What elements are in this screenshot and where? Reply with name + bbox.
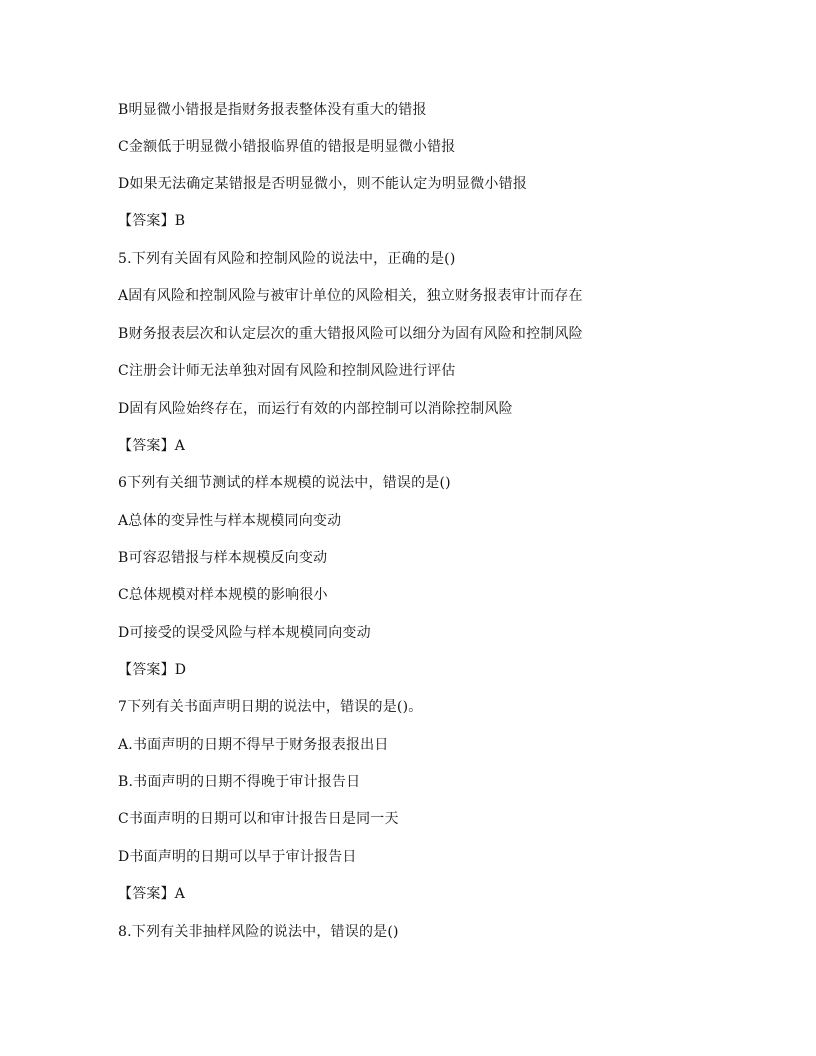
option-c-q5: C注册会计师无法单独对固有风险和控制风险进行评估 bbox=[118, 363, 456, 379]
option-d-q7: D书面声明的日期可以早于审计报告日 bbox=[118, 849, 357, 865]
option-b-q6: B可容忍错报与样本规模反向变动 bbox=[118, 550, 328, 566]
option-d-q5: D固有风险始终存在，而运行有效的内部控制可以消除控制风险 bbox=[118, 401, 513, 417]
question-6: 6下列有关细节测试的样本规模的说法中，错误的是() bbox=[118, 475, 451, 491]
option-a-q5: A固有风险和控制风险与被审计单位的风险相关，独立财务报表审计而存在 bbox=[118, 288, 583, 304]
option-b-q7: B.书面声明的日期不得晚于审计报告日 bbox=[118, 774, 361, 790]
question-8: 8.下列有关非抽样风险的说法中，错误的是() bbox=[118, 924, 399, 940]
answer-q6: 【答案】D bbox=[118, 662, 187, 678]
option-a-q7: A.书面声明的日期不得早于财务报表报出日 bbox=[118, 737, 389, 753]
question-7: 7下列有关书面声明日期的说法中，错误的是()。 bbox=[118, 699, 423, 715]
option-d-q6: D可接受的误受风险与样本规模同向变动 bbox=[118, 625, 371, 641]
option-c-q6: C总体规模对样本规模的影响很小 bbox=[118, 587, 328, 603]
question-5: 5.下列有关固有风险和控制风险的说法中，正确的是() bbox=[118, 251, 456, 267]
option-b-q5: B财务报表层次和认定层次的重大错报风险可以细分为固有风险和控制风险 bbox=[118, 326, 583, 342]
option-a-q6: A总体的变异性与样本规模同向变动 bbox=[118, 513, 342, 529]
answer-q4: 【答案】B bbox=[118, 213, 186, 229]
option-b-q4: B明显微小错报是指财务报表整体没有重大的错报 bbox=[118, 102, 427, 118]
option-c-q4: C金额低于明显微小错报临界值的错报是明显微小错报 bbox=[118, 139, 456, 155]
answer-q7: 【答案】A bbox=[118, 886, 186, 902]
answer-q5: 【答案】A bbox=[118, 438, 186, 454]
option-c-q7: C书面声明的日期可以和审计报告日是同一天 bbox=[118, 811, 399, 827]
option-d-q4: D如果无法确定某错报是否明显微小，则不能认定为明显微小错报 bbox=[118, 176, 528, 192]
